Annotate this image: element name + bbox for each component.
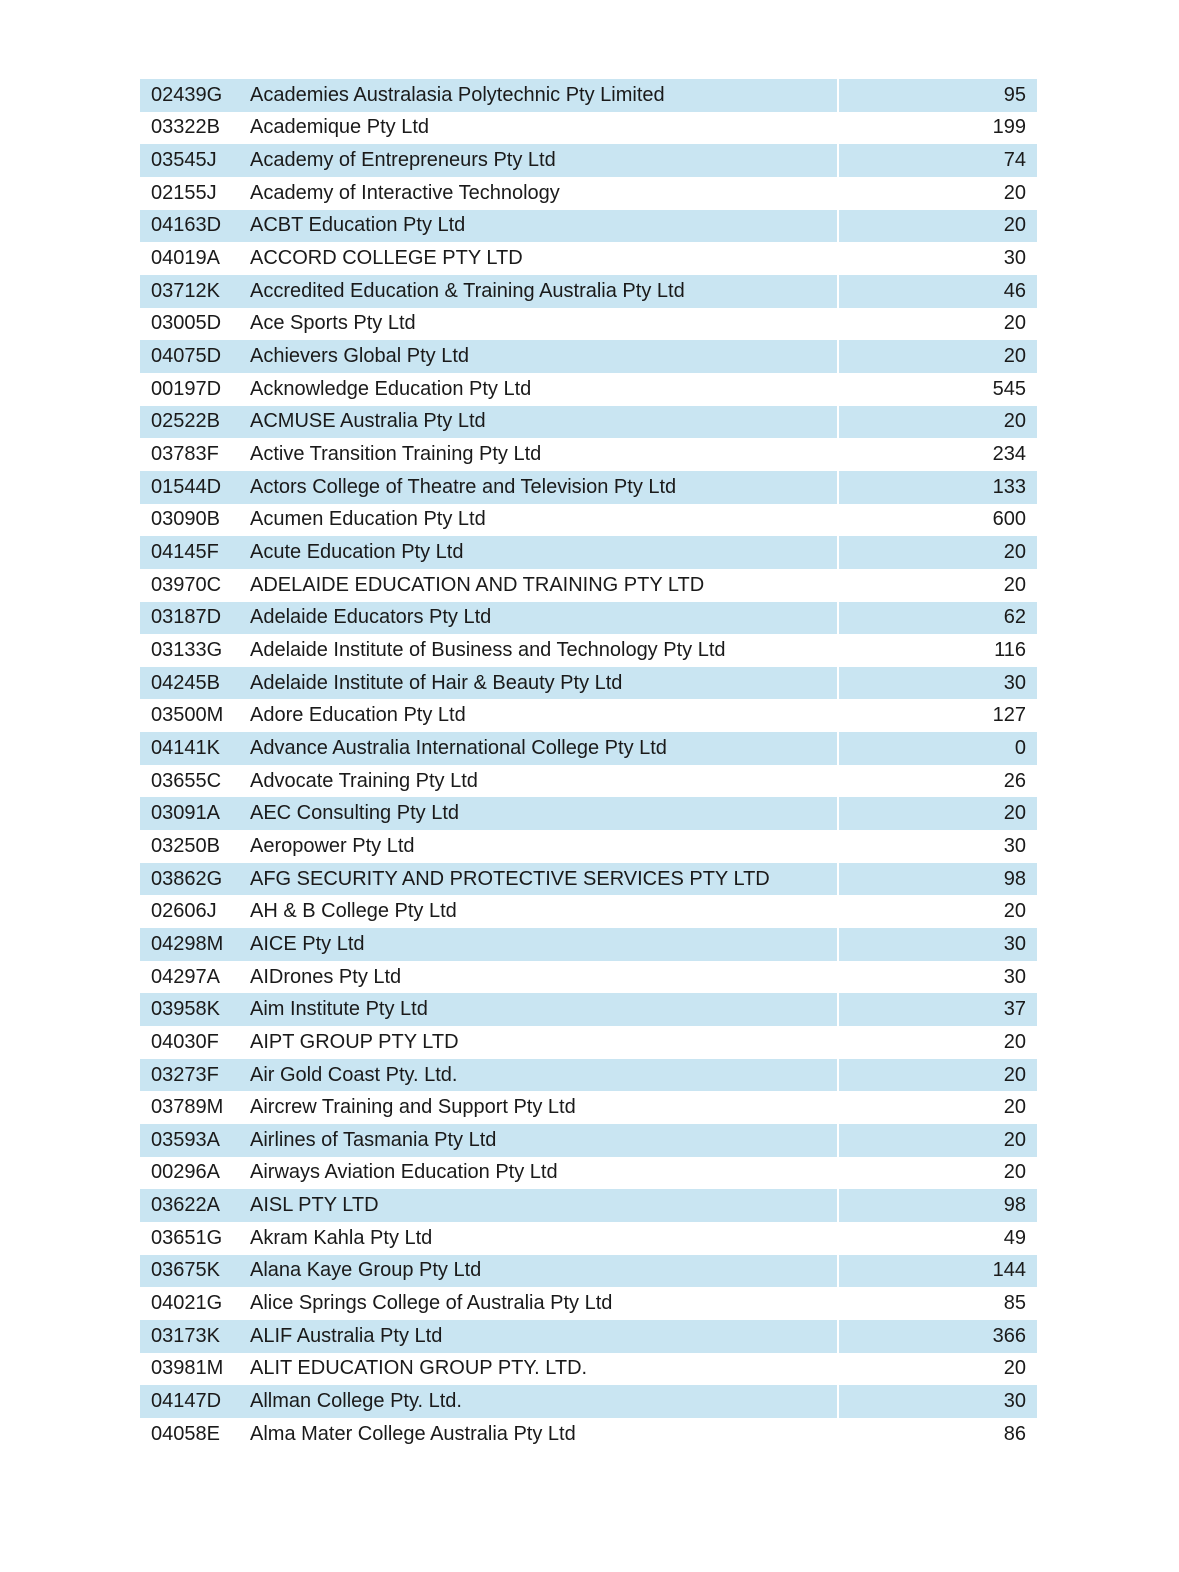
provider-name: AISL PTY LTD — [248, 1189, 838, 1222]
provider-value: 20 — [1003, 181, 1026, 204]
provider-name: ACCORD COLLEGE PTY LTD — [250, 247, 523, 270]
provider-value: 199 — [992, 116, 1026, 139]
provider-name: Allman College Pty. Ltd. — [248, 1385, 838, 1418]
table-row — [140, 210, 1037, 243]
provider-value: 49 — [1003, 1226, 1026, 1249]
provider-value: 20 — [1003, 1030, 1026, 1053]
provider-name: Academy of Interactive Technology — [250, 181, 560, 204]
provider-value: 20 — [838, 797, 1037, 830]
provider-value: 26 — [1003, 769, 1026, 792]
provider-code: 03133G — [151, 638, 223, 661]
provider-code: 03545J — [140, 144, 248, 177]
provider-name: Acute Education Pty Ltd — [248, 536, 838, 569]
provider-name: ALIF Australia Pty Ltd — [248, 1320, 838, 1353]
provider-value: 30 — [1003, 965, 1026, 988]
provider-code: 03091A — [140, 797, 248, 830]
provider-name: Adelaide Institute of Business and Technology Pty Ltd — [250, 638, 726, 661]
provider-value: 30 — [1003, 834, 1026, 857]
provider-value: 20 — [838, 536, 1037, 569]
table-row — [140, 438, 1037, 471]
table-row — [140, 765, 1037, 798]
provider-value: 600 — [992, 508, 1026, 531]
provider-value: 234 — [992, 443, 1026, 466]
provider-value: 86 — [1003, 1422, 1026, 1445]
provider-value: 20 — [838, 1124, 1037, 1157]
table-row — [140, 471, 1037, 504]
provider-name: ADELAIDE EDUCATION AND TRAINING PTY LTD — [250, 573, 705, 596]
provider-name: ACBT Education Pty Ltd — [248, 210, 838, 243]
provider-name: Ace Sports Pty Ltd — [250, 312, 416, 335]
provider-value: 98 — [838, 863, 1037, 896]
table-row — [140, 1091, 1037, 1124]
provider-code: 03273F — [140, 1059, 248, 1092]
provider-name: Advance Australia International College Pty Ltd — [248, 732, 838, 765]
provider-code: 03622A — [140, 1189, 248, 1222]
provider-table — [140, 79, 1037, 1451]
provider-code: 03090B — [151, 508, 220, 531]
provider-name: Alma Mater College Australia Pty Ltd — [250, 1422, 576, 1445]
provider-name: Academy of Entrepreneurs Pty Ltd — [248, 144, 838, 177]
table-row — [140, 1059, 1037, 1092]
table-row — [140, 1287, 1037, 1320]
provider-name: ACMUSE Australia Pty Ltd — [248, 406, 838, 439]
provider-value: 133 — [838, 471, 1037, 504]
provider-value: 116 — [994, 638, 1026, 661]
table-row — [140, 406, 1037, 439]
provider-value: 98 — [838, 1189, 1037, 1222]
table-row — [140, 275, 1037, 308]
provider-value: 366 — [838, 1320, 1037, 1353]
provider-code: 04021G — [151, 1292, 223, 1315]
provider-code: 04147D — [140, 1385, 248, 1418]
provider-name: Accredited Education & Training Australia Pty Ltd — [248, 275, 838, 308]
provider-code: 04141K — [140, 732, 248, 765]
table-row — [140, 961, 1037, 994]
provider-name: Active Transition Training Pty Ltd — [250, 443, 542, 466]
table-row — [140, 993, 1037, 1026]
provider-code: 04298M — [140, 928, 248, 961]
provider-name: Adelaide Educators Pty Ltd — [248, 602, 838, 635]
table-row — [140, 504, 1037, 537]
provider-code: 03789M — [151, 1096, 224, 1119]
provider-code: 03173K — [140, 1320, 248, 1353]
provider-code: 04030F — [151, 1030, 219, 1053]
table-row — [140, 1353, 1037, 1386]
table-row — [140, 373, 1037, 406]
table-row — [140, 797, 1037, 830]
provider-code: 03322B — [151, 116, 220, 139]
provider-name: Adore Education Pty Ltd — [250, 704, 466, 727]
provider-value: 20 — [1003, 1357, 1026, 1380]
provider-code: 03970C — [151, 573, 222, 596]
provider-value: 30 — [838, 928, 1037, 961]
provider-name: Actors College of Theatre and Television Pty Ltd — [248, 471, 838, 504]
provider-code: 03958K — [140, 993, 248, 1026]
provider-code: 03005D — [151, 312, 222, 335]
provider-code: 00296A — [151, 1161, 220, 1184]
provider-value: 0 — [838, 732, 1037, 765]
provider-name: AH & B College Pty Ltd — [250, 900, 457, 923]
table-row — [140, 1222, 1037, 1255]
provider-name: Academique Pty Ltd — [250, 116, 429, 139]
table-row — [140, 79, 1037, 112]
table-row — [140, 569, 1037, 602]
provider-name: ALIT EDUCATION GROUP PTY. LTD. — [250, 1357, 588, 1380]
table-row — [140, 308, 1037, 341]
provider-name: Academies Australasia Polytechnic Pty Limited — [248, 79, 838, 112]
provider-value: 20 — [838, 406, 1037, 439]
provider-code: 02606J — [151, 900, 217, 923]
provider-value: 20 — [838, 210, 1037, 243]
provider-name: Airlines of Tasmania Pty Ltd — [248, 1124, 838, 1157]
provider-name: Aeropower Pty Ltd — [250, 834, 415, 857]
provider-value: 30 — [838, 667, 1037, 700]
table-row — [140, 1026, 1037, 1059]
provider-code: 03783F — [151, 443, 219, 466]
table-row — [140, 112, 1037, 145]
table-row — [140, 1385, 1037, 1418]
provider-code: 04019A — [151, 247, 220, 270]
provider-code: 03712K — [140, 275, 248, 308]
provider-name: Airways Aviation Education Pty Ltd — [250, 1161, 558, 1184]
provider-value: 20 — [1003, 1161, 1026, 1184]
provider-value: 30 — [1003, 247, 1026, 270]
table-row — [140, 830, 1037, 863]
provider-code: 04163D — [140, 210, 248, 243]
provider-code: 04297A — [151, 965, 220, 988]
provider-value: 20 — [838, 340, 1037, 373]
provider-code: 00197D — [151, 377, 222, 400]
provider-value: 95 — [838, 79, 1037, 112]
provider-code: 04075D — [140, 340, 248, 373]
provider-value: 545 — [992, 377, 1026, 400]
provider-code: 03250B — [151, 834, 220, 857]
table-row — [140, 667, 1037, 700]
provider-name: AIDrones Pty Ltd — [250, 965, 402, 988]
provider-value: 85 — [1003, 1292, 1026, 1315]
provider-name: Akram Kahla Pty Ltd — [250, 1226, 433, 1249]
table-row — [140, 1418, 1037, 1451]
provider-code: 03651G — [151, 1226, 223, 1249]
provider-name: Air Gold Coast Pty. Ltd. — [248, 1059, 838, 1092]
table-row — [140, 602, 1037, 635]
table-row — [140, 863, 1037, 896]
provider-name: AFG SECURITY AND PROTECTIVE SERVICES PTY LTD — [248, 863, 838, 896]
provider-code: 02155J — [151, 181, 217, 204]
provider-code: 03675K — [140, 1255, 248, 1288]
table-row — [140, 144, 1037, 177]
provider-value: 20 — [1003, 1096, 1026, 1119]
provider-name: Aircrew Training and Support Pty Ltd — [250, 1096, 576, 1119]
provider-code: 02439G — [140, 79, 248, 112]
provider-code: 01544D — [140, 471, 248, 504]
provider-name: Acumen Education Pty Ltd — [250, 508, 486, 531]
table-row — [140, 1320, 1037, 1353]
provider-value: 30 — [838, 1385, 1037, 1418]
provider-code: 03593A — [140, 1124, 248, 1157]
provider-value: 62 — [838, 602, 1037, 635]
provider-code: 03187D — [140, 602, 248, 635]
provider-name: AICE Pty Ltd — [248, 928, 838, 961]
provider-name: Adelaide Institute of Hair & Beauty Pty Ltd — [248, 667, 838, 700]
provider-name: Advocate Training Pty Ltd — [250, 769, 478, 792]
provider-name: AIPT GROUP PTY LTD — [250, 1030, 459, 1053]
table-row — [140, 1157, 1037, 1190]
table-row — [140, 1255, 1037, 1288]
provider-table-body — [140, 79, 1037, 1451]
provider-value: 127 — [992, 704, 1026, 727]
table-row — [140, 177, 1037, 210]
table-row — [140, 1124, 1037, 1157]
provider-value: 20 — [1003, 573, 1026, 596]
provider-value: 20 — [838, 1059, 1037, 1092]
provider-code: 02522B — [140, 406, 248, 439]
provider-code: 04145F — [140, 536, 248, 569]
table-row — [140, 895, 1037, 928]
provider-name: Aim Institute Pty Ltd — [248, 993, 838, 1026]
provider-code: 04058E — [151, 1422, 220, 1445]
provider-code: 04245B — [140, 667, 248, 700]
provider-name: Alice Springs College of Australia Pty Ltd — [250, 1292, 613, 1315]
provider-value: 144 — [838, 1255, 1037, 1288]
provider-name: Alana Kaye Group Pty Ltd — [248, 1255, 838, 1288]
provider-code: 03655C — [151, 769, 222, 792]
provider-code: 03862G — [140, 863, 248, 896]
provider-value: 46 — [838, 275, 1037, 308]
provider-code: 03981M — [151, 1357, 224, 1380]
provider-name: Achievers Global Pty Ltd — [248, 340, 838, 373]
provider-code: 03500M — [151, 704, 224, 727]
table-row — [140, 732, 1037, 765]
provider-value: 20 — [1003, 900, 1026, 923]
provider-name: Acknowledge Education Pty Ltd — [250, 377, 532, 400]
provider-value: 74 — [838, 144, 1037, 177]
table-row — [140, 536, 1037, 569]
provider-value: 20 — [1003, 312, 1026, 335]
table-row — [140, 928, 1037, 961]
table-row — [140, 340, 1037, 373]
table-row — [140, 634, 1037, 667]
provider-name: AEC Consulting Pty Ltd — [248, 797, 838, 830]
table-row — [140, 1189, 1037, 1222]
table-row — [140, 242, 1037, 275]
provider-value: 37 — [838, 993, 1037, 1026]
table-row — [140, 699, 1037, 732]
